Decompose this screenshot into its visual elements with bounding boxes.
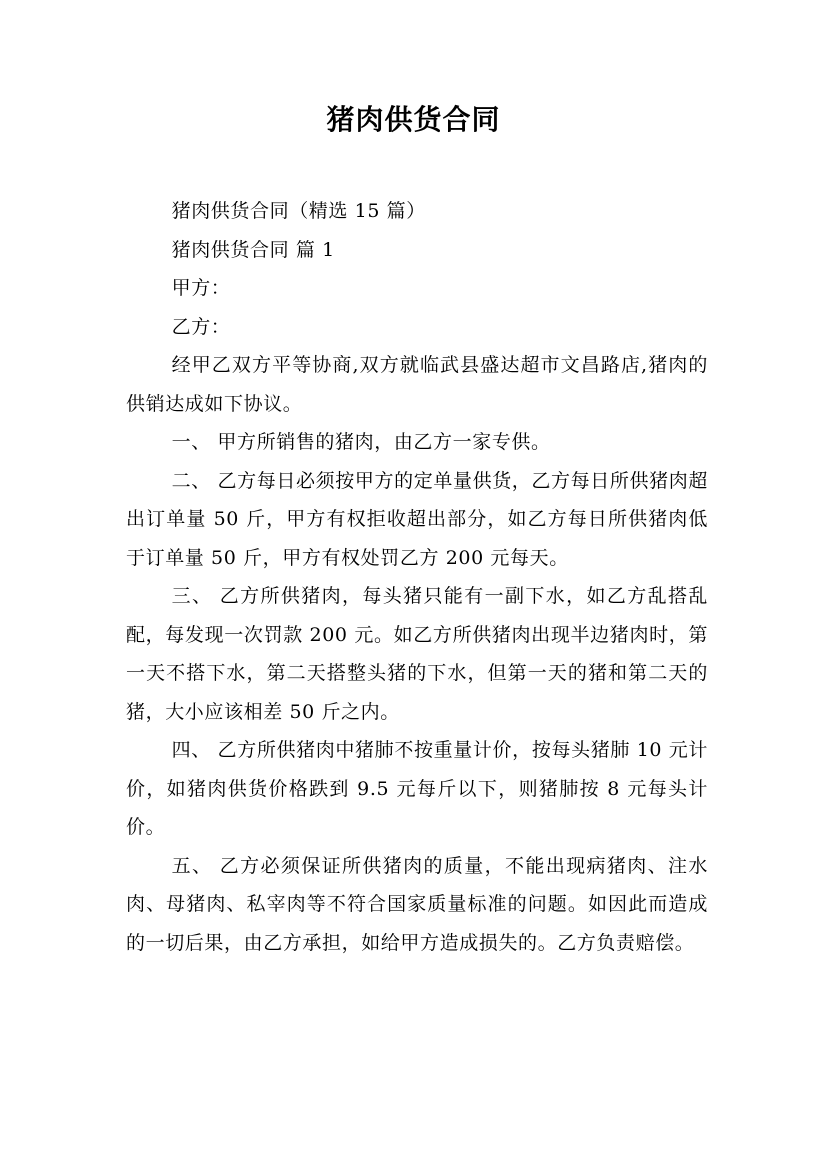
paragraph-clause-4: 四、 乙方所供猪肉中猪肺不按重量计价，按每头猪肺 10 元计价，如猪肉供货价格跌到 9.5 元每斤以下，则猪肺按 8 元每头计价。 xyxy=(126,739,708,838)
paragraph-clause-2: 二、 乙方每日必须按甲方的定单量供货，乙方每日所供猪肉超出订单量 50 斤，甲方有权拒收超出部分，如乙方每日所供猪肉低于订单量 50 斤，甲方有权处罚乙方 200 元每天。 xyxy=(126,469,708,569)
paragraph-party-a: 甲方： xyxy=(171,277,231,299)
document-title: 猪肉供货合同 xyxy=(326,103,501,136)
paragraph-subtitle: 猪肉供货合同（精选 15 篇） xyxy=(171,200,426,222)
paragraph-preamble: 经甲乙双方平等协商,双方就临武县盛达超市文昌路店,猪肉的供销达成如下协议。 xyxy=(126,354,708,415)
paragraph-clause-3: 三、 乙方所供猪肉，每头猪只能有一副下水，如乙方乱搭乱配，每发现一次罚款 200 元。如乙方所供猪肉出现半边猪肉时，第一天不搭下水，第二天搭整头猪的下水，但第一天的猪和第二天的猪，大小应该相差 50 斤之内。 xyxy=(126,585,708,723)
document-body xyxy=(126,192,708,962)
paragraph-clause-1: 一、 甲方所销售的猪肉，由乙方一家专供。 xyxy=(171,431,551,453)
paragraph-chapter-heading: 猪肉供货合同 篇 1 xyxy=(171,238,335,261)
paragraph-party-b: 乙方： xyxy=(171,315,231,338)
paragraph-clause-5: 五、 乙方必须保证所供猪肉的质量，不能出现病猪肉、注水肉、母猪肉、私宰肉等不符合国家质量标准的问题。如因此而造成的一切后果，由乙方承担，如给甲方造成损失的。乙方负责赔偿。 xyxy=(126,854,708,954)
